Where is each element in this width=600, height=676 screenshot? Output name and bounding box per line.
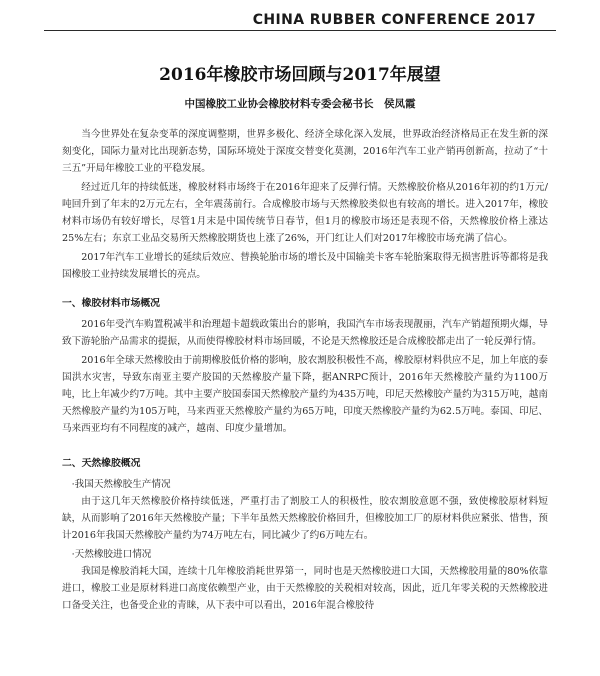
subheading-imports: ·天然橡胶进口情况	[71, 549, 152, 560]
author-line: 中国橡胶工业协会橡胶材料专委会秘书长 侯凤霞	[184, 98, 416, 110]
section2-imports-paragraph: 我国是橡胶消耗大国，连续十几年橡胶消耗世界第一，同时也是天然橡胶进口大国，天然橡胶用量的80%依靠进口，橡胶工业是原材料进口高度依赖型产业，由于天然橡胶的关税相对较高，因此，近几年零关税的天然橡胶进口备受关注，也备受企业的青睐，从下表中可以看出，2016年混合橡胶待	[62, 566, 548, 611]
intro-paragraph-1: 当今世界处在复杂变革的深度调整期，世界多极化、经济全球化深入发展，世界政治经济格局正在发生新的深刻变化，国际力量对比出现新态势，国际环境处于深度交替变化莫测，2016年汽车工业产销再创新高，拉动了“十三五”开局年橡胶工业的平稳发展。	[62, 129, 548, 174]
intro-paragraph-3: 2017年汽车工业增长的延续后效应、替换轮胎市场的增长及中国输美卡客车轮胎案取得无损害胜诉等都将是我国橡胶工业持续发展增长的亮点。	[62, 252, 548, 280]
intro-paragraph-2: 经过近几年的持续低迷，橡胶材料市场终于在2016年迎来了反弹行情。天然橡胶价格从2016年初的约1万元/吨回升到了年末的2万元左右，全年震荡前行。合成橡胶市场与天然橡胶类似也有较高的增长。进入2017年，橡胶材料市场仍有较好增长，尽管1月末是中国传统节日春节，但1月的橡胶市场还是表现不俗，天然橡胶价格上涨达25%左右；东京工业品交易所天然橡胶期货也上涨了26%，开门红让人们对2017年橡胶市场充满了信心。	[62, 182, 548, 244]
section2-production-paragraph: 由于这几年天然橡胶价格持续低迷，严重打击了割胶工人的积极性，胶农割胶意愿不强，致使橡胶原材料短缺，从而影响了2016年天然橡胶产量；下半年虽然天然橡胶价格回升，但橡胶加工厂的原材料供应紧张、惜售，预计2016年我国天然橡胶产量约为74万吨左右，同比减少了约6万吨左右。	[62, 496, 548, 541]
article-body	[62, 126, 548, 616]
section-heading-market-overview: 一、橡胶材料市场概况	[62, 298, 160, 309]
running-header: CHINA RUBBER CONFERENCE 2017	[252, 12, 536, 28]
section-heading-natural-rubber: 二、天然橡胶概况	[62, 458, 141, 469]
header-rule	[44, 30, 556, 31]
subheading-domestic-production: ·我国天然橡胶生产情况	[71, 479, 171, 490]
section1-paragraph-2: 2016年全球天然橡胶由于前期橡胶低价格的影响，胶农割胶积极性不高，橡胶原材料供应不足，加上年底的泰国洪水灾害，导致东南亚主要产胶国的天然橡胶产量下降，据ANRPC预计，2016年天然橡胶产量约为1100万吨，比上年减少约7万吨。其中主要产胶国泰国天然橡胶产量约为435万吨，印尼天然橡胶产量约为315万吨，越南天然橡胶产量约为105万吨，马来西亚天然橡胶产量约为65万吨，印度天然橡胶产量约为62.5万吨。泰国、印尼、马来西亚均有不同程度的减产，越南、印度少量增加。	[62, 355, 548, 434]
article-title: 2016年橡胶市场回顾与2017年展望	[159, 65, 441, 85]
section1-paragraph-1: 2016年受汽车购置税减半和治理超卡超载政策出台的影响，我国汽车市场表现靓丽，汽车产销超预期火爆，导致下游轮胎产品需求的提振，从而使得橡胶材料市场回暖，不论是天然橡胶还是合成橡胶都走出了一轮反弹行情。	[62, 319, 548, 347]
